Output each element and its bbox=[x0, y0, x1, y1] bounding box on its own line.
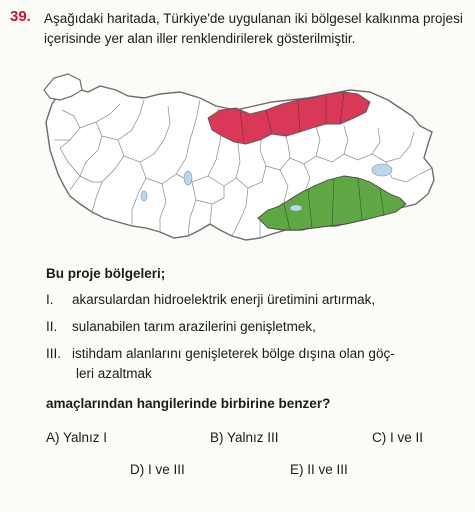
question-stem: Aşağıdaki haritada, Türkiye'de uygulanan iki bölgesel kalkınma projesi içerisinde yer alan iller renklendirilerek gösterilmiştir. bbox=[44, 11, 463, 46]
option-b[interactable] bbox=[210, 430, 279, 445]
lake-tuz bbox=[184, 171, 192, 185]
prompt-title: Bu proje bölgeleri; bbox=[46, 266, 166, 281]
lake-van bbox=[372, 164, 392, 176]
statement-2-text: sulanabilen tarım arazilerini genişletmek, bbox=[72, 319, 316, 334]
statement-3 bbox=[46, 344, 446, 384]
option-d-text: I ve III bbox=[148, 462, 185, 477]
option-d[interactable] bbox=[130, 462, 185, 477]
statement-2 bbox=[46, 317, 316, 337]
option-a-text: Yalnız I bbox=[63, 430, 108, 445]
option-a[interactable] bbox=[46, 430, 107, 445]
option-c-text: I ve II bbox=[390, 430, 424, 445]
statement-3-text: istihdam alanlarını genişleterek bölge dışına olan göç- bbox=[72, 346, 395, 361]
option-c-letter: C) bbox=[372, 430, 387, 445]
turkey-map-svg bbox=[40, 70, 440, 245]
statement-3-roman: III. bbox=[46, 346, 62, 361]
statement-2-roman: II. bbox=[46, 319, 58, 334]
statement-1-text: akarsulardan hidroelektrik enerji üretimini artırmak, bbox=[72, 292, 376, 307]
question-ask: amaçlarından hangilerinde birbirine benzer? bbox=[46, 396, 331, 411]
dam-lake bbox=[290, 205, 302, 211]
statement-3-continuation: leri azaltmak bbox=[76, 366, 152, 381]
option-e-text: II ve III bbox=[307, 462, 348, 477]
turkey-map bbox=[40, 70, 440, 245]
option-b-text: Yalnız III bbox=[227, 430, 279, 445]
option-a-letter: A) bbox=[46, 430, 60, 445]
option-e-letter: E) bbox=[290, 462, 304, 477]
statement-1 bbox=[46, 290, 375, 310]
lake-beysehir bbox=[141, 191, 147, 201]
option-e[interactable] bbox=[290, 462, 348, 477]
option-b-letter: B) bbox=[210, 430, 224, 445]
statement-1-roman: I. bbox=[46, 292, 54, 307]
option-d-letter: D) bbox=[130, 462, 145, 477]
option-c[interactable] bbox=[372, 430, 423, 445]
question-number: 39. bbox=[10, 8, 31, 25]
